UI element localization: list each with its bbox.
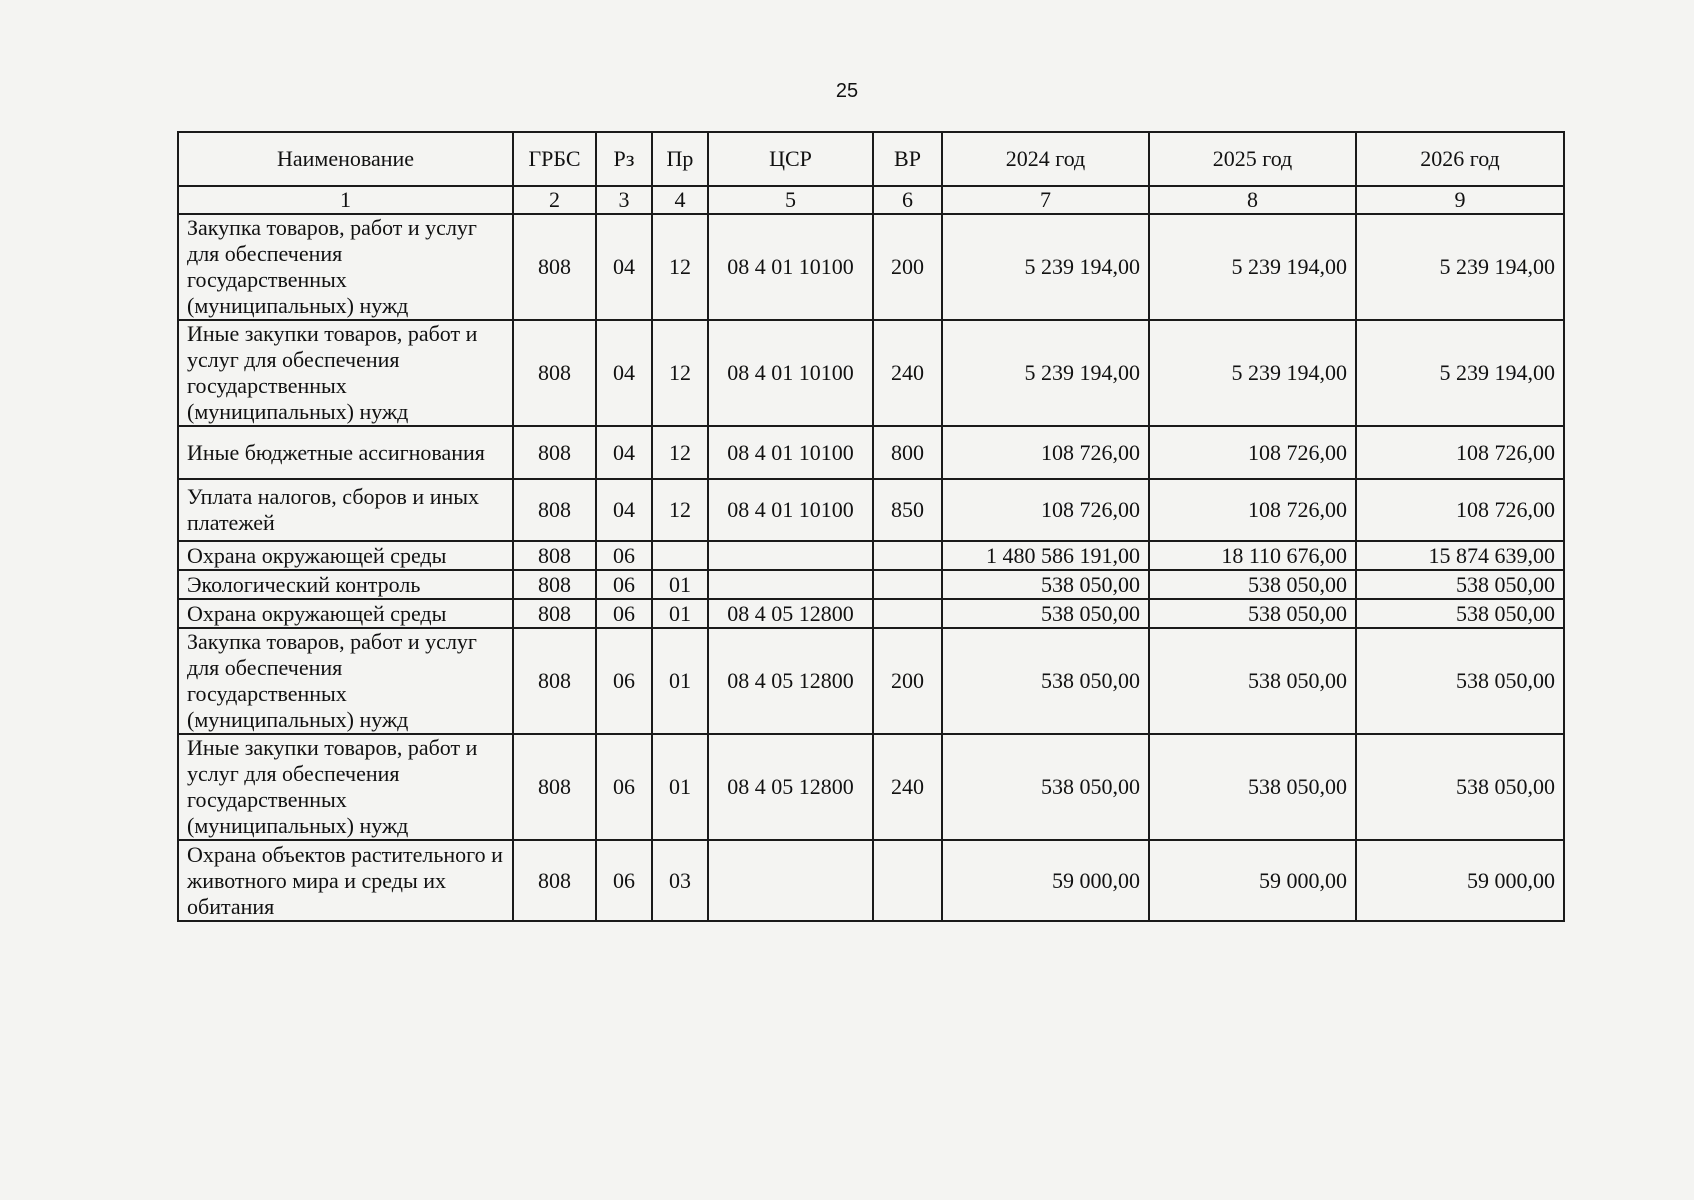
cell-rz: 06 xyxy=(596,570,652,599)
cell-rz: 06 xyxy=(596,734,652,840)
cell-grbs: 808 xyxy=(513,320,596,426)
cell-csr: 08 4 01 10100 xyxy=(708,479,873,541)
cell-2024: 1 480 586 191,00 xyxy=(942,541,1149,570)
cell-csr xyxy=(708,570,873,599)
cell-pr: 01 xyxy=(652,599,708,628)
cell-name: Закупка товаров, работ и услуг для обеспечения государственных (муниципальных) нужд xyxy=(178,628,513,734)
cell-pr: 12 xyxy=(652,320,708,426)
cell-rz: 06 xyxy=(596,628,652,734)
table-row xyxy=(178,214,1564,320)
cell-2024: 5 239 194,00 xyxy=(942,214,1149,320)
cell-2025: 538 050,00 xyxy=(1149,570,1356,599)
cell-csr: 08 4 01 10100 xyxy=(708,426,873,479)
column-number-row xyxy=(178,186,1564,214)
cell-2026: 5 239 194,00 xyxy=(1356,214,1564,320)
cell-csr xyxy=(708,541,873,570)
cell-vr xyxy=(873,570,942,599)
cell-grbs: 808 xyxy=(513,541,596,570)
cell-csr: 08 4 05 12800 xyxy=(708,734,873,840)
table-row xyxy=(178,426,1564,479)
cell-csr: 08 4 01 10100 xyxy=(708,320,873,426)
cell-2025: 59 000,00 xyxy=(1149,840,1356,921)
cell-pr: 12 xyxy=(652,426,708,479)
cell-vr: 200 xyxy=(873,628,942,734)
cell-2026: 59 000,00 xyxy=(1356,840,1564,921)
cell-2024: 538 050,00 xyxy=(942,734,1149,840)
cell-grbs: 808 xyxy=(513,734,596,840)
cell-2026: 538 050,00 xyxy=(1356,599,1564,628)
cell-2026: 108 726,00 xyxy=(1356,426,1564,479)
cell-vr xyxy=(873,840,942,921)
cell-2026: 538 050,00 xyxy=(1356,734,1564,840)
cell-rz: 04 xyxy=(596,320,652,426)
header-2026: 2026 год xyxy=(1356,132,1564,186)
cell-rz: 06 xyxy=(596,840,652,921)
cell-name: Охрана окружающей среды xyxy=(178,541,513,570)
column-number: 7 xyxy=(942,186,1149,214)
cell-grbs: 808 xyxy=(513,599,596,628)
page-number: 25 xyxy=(835,80,859,102)
cell-2024: 538 050,00 xyxy=(942,599,1149,628)
cell-vr: 240 xyxy=(873,320,942,426)
cell-name: Закупка товаров, работ и услуг для обеспечения государственных (муниципальных) нужд xyxy=(178,214,513,320)
table-row xyxy=(178,734,1564,840)
cell-2026: 15 874 639,00 xyxy=(1356,541,1564,570)
cell-name: Иные закупки товаров, работ и услуг для обеспечения государственных (муниципальных) нужд xyxy=(178,734,513,840)
cell-pr xyxy=(652,541,708,570)
cell-name: Охрана объектов растительного и животного мира и среды их обитания xyxy=(178,840,513,921)
cell-csr xyxy=(708,840,873,921)
cell-vr xyxy=(873,541,942,570)
cell-2024: 538 050,00 xyxy=(942,628,1149,734)
cell-grbs: 808 xyxy=(513,479,596,541)
cell-grbs: 808 xyxy=(513,840,596,921)
cell-2026: 538 050,00 xyxy=(1356,628,1564,734)
table-row xyxy=(178,599,1564,628)
cell-2026: 5 239 194,00 xyxy=(1356,320,1564,426)
cell-2026: 108 726,00 xyxy=(1356,479,1564,541)
table-row xyxy=(178,320,1564,426)
header-2025: 2025 год xyxy=(1149,132,1356,186)
header-rz: Рз xyxy=(596,132,652,186)
header-grbs: ГРБС xyxy=(513,132,596,186)
cell-2025: 5 239 194,00 xyxy=(1149,320,1356,426)
table-body xyxy=(178,214,1564,921)
column-number: 1 xyxy=(178,186,513,214)
header-pr: Пр xyxy=(652,132,708,186)
cell-name: Иные закупки товаров, работ и услуг для обеспечения государственных (муниципальных) нужд xyxy=(178,320,513,426)
cell-csr: 08 4 05 12800 xyxy=(708,628,873,734)
cell-csr: 08 4 05 12800 xyxy=(708,599,873,628)
column-number: 9 xyxy=(1356,186,1564,214)
cell-2025: 5 239 194,00 xyxy=(1149,214,1356,320)
cell-2025: 18 110 676,00 xyxy=(1149,541,1356,570)
column-number: 3 xyxy=(596,186,652,214)
cell-2025: 538 050,00 xyxy=(1149,599,1356,628)
cell-pr: 03 xyxy=(652,840,708,921)
budget-table xyxy=(177,131,1565,922)
cell-grbs: 808 xyxy=(513,426,596,479)
cell-2025: 538 050,00 xyxy=(1149,628,1356,734)
cell-name: Экологический контроль xyxy=(178,570,513,599)
cell-pr: 01 xyxy=(652,734,708,840)
cell-pr: 12 xyxy=(652,479,708,541)
header-csr: ЦСР xyxy=(708,132,873,186)
column-number: 6 xyxy=(873,186,942,214)
cell-2024: 108 726,00 xyxy=(942,426,1149,479)
column-number: 4 xyxy=(652,186,708,214)
cell-2026: 538 050,00 xyxy=(1356,570,1564,599)
cell-vr: 200 xyxy=(873,214,942,320)
table-row xyxy=(178,479,1564,541)
cell-csr: 08 4 01 10100 xyxy=(708,214,873,320)
column-number: 5 xyxy=(708,186,873,214)
cell-vr: 240 xyxy=(873,734,942,840)
header-vr: ВР xyxy=(873,132,942,186)
cell-rz: 04 xyxy=(596,426,652,479)
cell-grbs: 808 xyxy=(513,214,596,320)
cell-rz: 06 xyxy=(596,599,652,628)
cell-grbs: 808 xyxy=(513,570,596,599)
table-row xyxy=(178,628,1564,734)
cell-pr: 01 xyxy=(652,628,708,734)
cell-2024: 538 050,00 xyxy=(942,570,1149,599)
cell-vr xyxy=(873,599,942,628)
column-number: 2 xyxy=(513,186,596,214)
cell-2024: 5 239 194,00 xyxy=(942,320,1149,426)
cell-rz: 04 xyxy=(596,214,652,320)
table-row xyxy=(178,541,1564,570)
cell-vr: 800 xyxy=(873,426,942,479)
cell-rz: 06 xyxy=(596,541,652,570)
cell-name: Уплата налогов, сборов и иных платежей xyxy=(178,479,513,541)
cell-pr: 12 xyxy=(652,214,708,320)
cell-2024: 108 726,00 xyxy=(942,479,1149,541)
cell-2024: 59 000,00 xyxy=(942,840,1149,921)
cell-rz: 04 xyxy=(596,479,652,541)
column-number: 8 xyxy=(1149,186,1356,214)
table-row xyxy=(178,840,1564,921)
cell-name: Охрана окружающей среды xyxy=(178,599,513,628)
table-row xyxy=(178,570,1564,599)
cell-pr: 01 xyxy=(652,570,708,599)
header-2024: 2024 год xyxy=(942,132,1149,186)
header-row xyxy=(178,132,1564,186)
cell-grbs: 808 xyxy=(513,628,596,734)
cell-name: Иные бюджетные ассигнования xyxy=(178,426,513,479)
cell-vr: 850 xyxy=(873,479,942,541)
cell-2025: 108 726,00 xyxy=(1149,426,1356,479)
header-name: Наименование xyxy=(178,132,513,186)
cell-2025: 108 726,00 xyxy=(1149,479,1356,541)
cell-2025: 538 050,00 xyxy=(1149,734,1356,840)
